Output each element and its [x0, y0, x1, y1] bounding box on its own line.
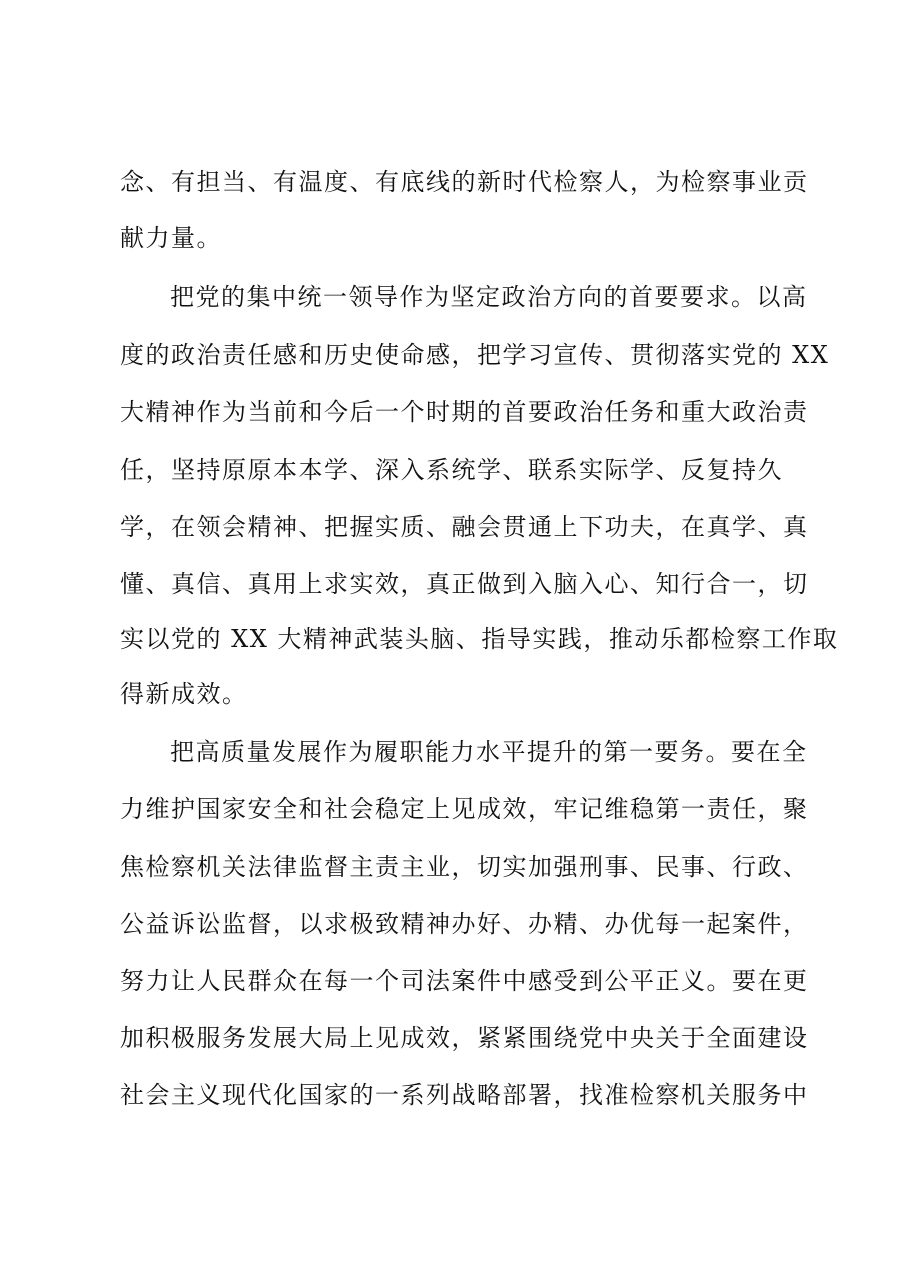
paragraph-start-line: 把高质量发展作为履职能力水平提升的第一要务。要在全 [170, 738, 808, 766]
text-line: 度的政治责任感和历史使命感，把学习宣传、贯彻落实党的 XX [120, 341, 830, 369]
text-line: 实以党的 XX 大精神武装头脑、指导实践，推动乐都检察工作取 [120, 625, 839, 653]
text-line: 社会主义现代化国家的一系列战略部署，找准检察机关服务中 [120, 1081, 809, 1109]
text-line: 懂、真信、真用上求实效，真正做到入脑入心、知行合一，切 [120, 570, 809, 598]
text-line: 学，在领会精神、把握实质、融会贯通上下功夫，在真学、真 [120, 513, 809, 541]
text-line: 任，坚持原原本本学、深入系统学、联系实际学、反复持久 [120, 456, 783, 484]
text-line: 焦检察机关法律监督主责主业，切实加强刑事、民事、行政、 [120, 853, 809, 881]
text-line: 献力量。 [120, 224, 222, 252]
text-line: 力维护国家安全和社会稳定上见成效，牢记维稳第一责任，聚 [120, 795, 809, 823]
text-line: 加积极服务发展大局上见成效，紧紧围绕党中央关于全面建设 [120, 1024, 809, 1052]
text-line: 得新成效。 [120, 680, 248, 708]
text-line: 念、有担当、有温度、有底线的新时代检察人，为检察事业贡 [120, 168, 809, 196]
paragraph-start-line: 把党的集中统一领导作为坚定政治方向的首要要求。以高 [170, 283, 808, 311]
text-line: 公益诉讼监督，以求极致精神办好、办精、办优每一起案件， [120, 910, 809, 938]
text-line: 努力让人民群众在每一个司法案件中感受到公平正义。要在更 [120, 967, 809, 995]
text-line: 大精神作为当前和今后一个时期的首要政治任务和重大政治责 [120, 398, 809, 426]
